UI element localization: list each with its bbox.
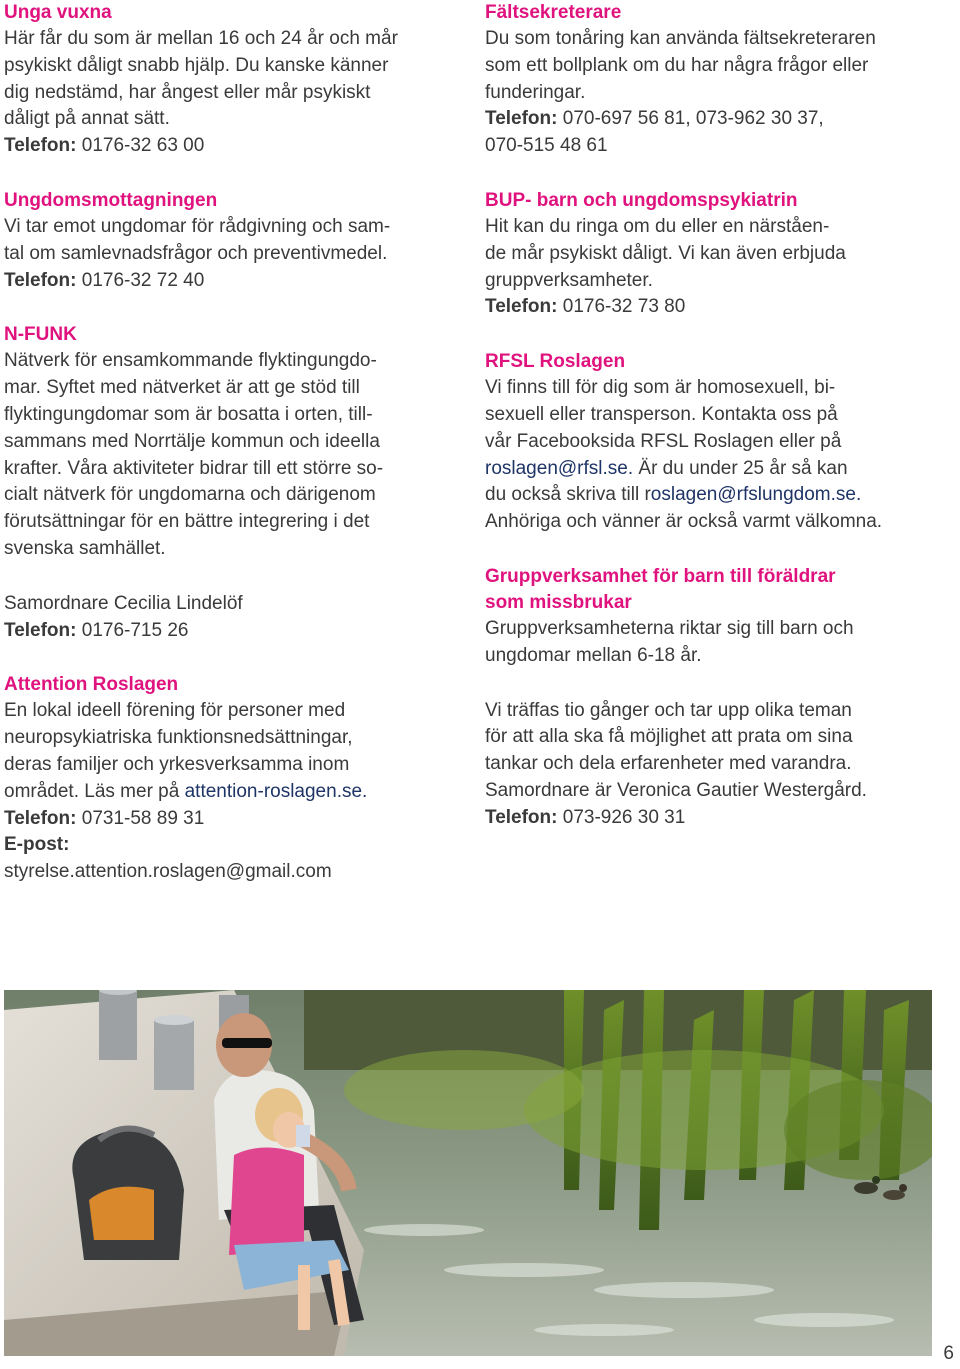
phone-label: Telefon:	[4, 807, 77, 829]
section-heading: RFSL Roslagen	[485, 351, 626, 373]
phone-label: Telefon:	[4, 135, 77, 157]
section-heading	[485, 564, 935, 616]
coordinator-block	[4, 591, 456, 645]
text-line: Hit kan du ringa om du eller en närståen-	[485, 215, 830, 237]
text-line: En lokal ideell förening för personer med	[4, 700, 346, 722]
section-heading: Ungdomsmottagningen	[4, 189, 218, 211]
phone-label: Telefon:	[485, 806, 558, 828]
photo-river-family	[4, 990, 932, 1356]
phone-number: 073-926 30 31	[557, 806, 686, 828]
photo-illustration	[4, 990, 932, 1356]
text-fragment: området. Läs mer på	[4, 780, 185, 802]
section-gruppverksamhet	[485, 564, 935, 832]
section-heading: Unga vuxna	[4, 2, 112, 23]
text-line: mar. Syftet med nätverket är att ge stöd till	[4, 377, 360, 399]
text-line	[4, 779, 456, 806]
phone-number: 0731-58 89 31	[76, 807, 205, 829]
email-link[interactable]: roslagen@rfsl.se.	[485, 457, 634, 479]
section-unga-vuxna	[4, 0, 456, 160]
text-line: gruppverksamheter.	[485, 269, 653, 291]
email-link[interactable]: oslagen@rfslungdom.se.	[650, 484, 862, 506]
section-body	[4, 698, 456, 886]
text-line: ungdomar mellan 6-18 år.	[485, 644, 702, 666]
section-heading: Attention Roslagen	[4, 674, 179, 696]
text-line: Vi träffas tio gånger och tar upp olika teman	[485, 699, 852, 721]
text-line: dig nedstämd, har ångest eller mår psykiskt	[4, 81, 371, 103]
section-body	[4, 26, 456, 160]
text-line: flyktingungdomar som är bosatta i orten, till-	[4, 403, 373, 425]
phone-line	[485, 805, 935, 832]
phone-line	[4, 806, 456, 833]
phone-number: 070-515 48 61	[485, 135, 608, 157]
text-line: Du som tonåring kan använda fältsekreteraren	[485, 28, 876, 49]
left-column	[4, 0, 456, 886]
text-line: cialt nätverk för ungdomarna och därigenom	[4, 484, 376, 506]
section-body	[485, 26, 935, 160]
text-line: de mår psykiskt dåligt. Vi kan även erbjuda	[485, 242, 846, 264]
text-line: sexuell eller transperson. Kontakta oss på	[485, 403, 838, 425]
text-line: Här får du som är mellan 16 och 24 år och mår	[4, 28, 398, 49]
text-line: för att alla ska få möjlighet att prata om sina	[485, 726, 853, 748]
phone-number: 0176-32 73 80	[557, 296, 686, 318]
phone-label: Telefon:	[4, 619, 77, 641]
phone-line	[4, 133, 456, 160]
text-line: krafter. Våra aktiviteter bidrar till ett större so-	[4, 457, 384, 479]
section-faltsekreterare	[485, 0, 935, 160]
coordinator-name: Samordnare Cecilia Lindelöf	[4, 592, 243, 614]
phone-label: Telefon:	[4, 269, 77, 291]
text-line: deras familjer och yrkesverksamma inom	[4, 753, 350, 775]
text-line: funderingar.	[485, 81, 586, 103]
heading-line: som missbrukar	[485, 591, 632, 613]
email-label: E-post:	[4, 834, 70, 856]
section-attention-roslagen	[4, 672, 456, 886]
phone-label: Telefon:	[485, 296, 558, 318]
text-line	[485, 456, 935, 483]
section-rfsl-roslagen	[485, 349, 935, 536]
text-line: sammans med Norrtälje kommun och ideella	[4, 430, 380, 452]
phone-line	[4, 268, 456, 295]
phone-number: 0176-32 72 40	[76, 269, 205, 291]
website-link[interactable]: attention-roslagen.se.	[184, 780, 368, 802]
section-bup	[485, 188, 935, 321]
phone-label: Telefon:	[485, 108, 558, 130]
text-line: förutsättningar för en bättre integrering i det	[4, 511, 370, 533]
text-line: vår Facebooksida RFSL Roslagen eller på	[485, 430, 842, 452]
section-heading: N-FUNK	[4, 324, 77, 346]
text-fragment: du också skriva till r	[485, 484, 651, 506]
text-line: svenska samhället.	[4, 537, 166, 559]
text-line: tal om samlevnadsfrågor och preventivmedel.	[4, 242, 388, 264]
phone-line	[4, 618, 456, 645]
right-column	[485, 0, 935, 832]
phone-line	[485, 294, 935, 321]
email-address[interactable]: styrelse.attention.roslagen@gmail.com	[4, 861, 332, 883]
section-heading: Fältsekreterare	[485, 2, 622, 23]
phone-number: 0176-715 26	[76, 619, 189, 641]
phone-number: 0176-32 63 00	[76, 135, 205, 157]
section-body	[485, 375, 935, 536]
text-line: Anhöriga och vänner är också varmt välkomna.	[485, 511, 883, 533]
section-ungdomsmottagningen	[4, 188, 456, 294]
text-line: Vi finns till för dig som är homosexuell, bi-	[485, 377, 836, 399]
section-nfunk	[4, 322, 456, 644]
text-line: tankar och dela erfarenheter med varandra.	[485, 753, 852, 775]
text-line: Samordnare är Veronica Gautier Westergård.	[485, 779, 867, 801]
text-line: Gruppverksamheterna riktar sig till barn och	[485, 617, 854, 639]
text-line: Nätverk för ensamkommande flyktingungdo-	[4, 350, 377, 372]
section-body	[485, 616, 935, 670]
text-fragment: Är du under 25 år så kan	[633, 457, 848, 479]
section-heading: BUP- barn och ungdomspsykiatrin	[485, 189, 798, 211]
section-body	[4, 214, 456, 294]
text-line	[485, 482, 935, 509]
section-body	[485, 698, 935, 832]
text-line: psykiskt dåligt snabb hjälp. Du kanske känner	[4, 54, 389, 76]
text-line: som ett bollplank om du har några frågor eller	[485, 54, 869, 76]
page-number: 6	[943, 1343, 954, 1364]
section-body	[4, 348, 456, 562]
phone-number: 070-697 56 81, 073-962 30 37,	[557, 108, 824, 130]
heading-line: Gruppverksamhet för barn till föräldrar	[485, 565, 836, 587]
text-line: dåligt på annat sätt.	[4, 108, 170, 130]
section-body	[485, 214, 935, 321]
phone-line	[485, 106, 935, 133]
text-line: neuropsykiatriska funktionsnedsättningar,	[4, 727, 353, 749]
text-line: Vi tar emot ungdomar för rådgivning och sam-	[4, 215, 391, 237]
